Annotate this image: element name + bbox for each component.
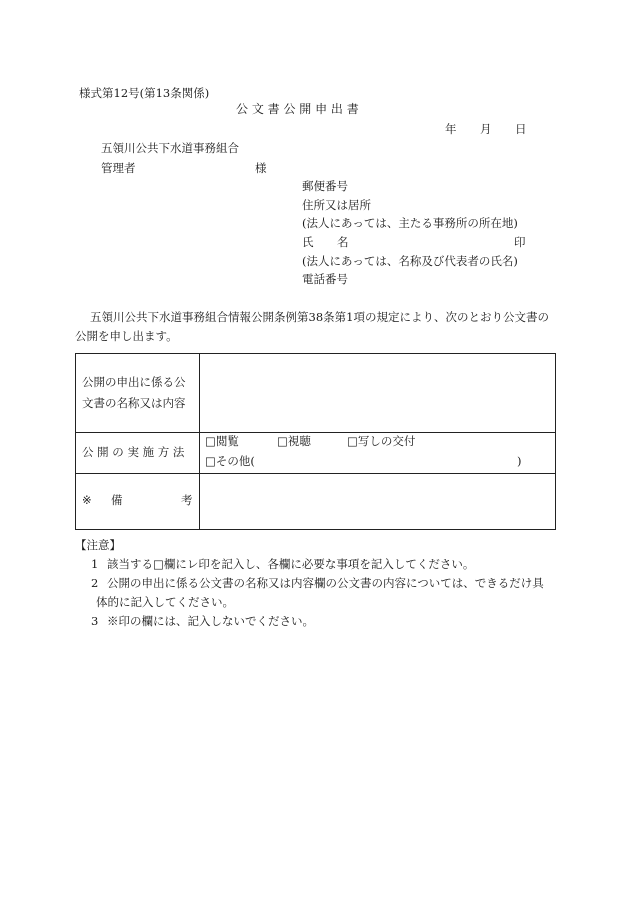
address-label[interactable]: 住所又は居所 (302, 198, 371, 212)
date-day[interactable]: 日 (515, 122, 527, 136)
name-label-right[interactable]: 名 (337, 235, 349, 249)
page-title: 公 文 書 公 開 申 出 書 (236, 102, 359, 116)
request-form-table (75, 353, 556, 530)
option-other-close-paren: ) (517, 454, 522, 468)
addressee-honorific: 様 (255, 161, 267, 175)
method-label-cell (76, 433, 200, 474)
note-3-number: 3 (91, 614, 99, 628)
subject-input-cell[interactable] (200, 354, 556, 433)
form-number: 様式第12号(第13条関係) (79, 86, 210, 100)
note-1-number: 1 (91, 557, 99, 571)
phone-label[interactable]: 電話番号 (302, 272, 348, 286)
subject-label-line1: 公開の申出に係る公 (82, 374, 186, 389)
note-2-text-line1: 公開の申出に係る公文書の名称又は内容欄の公文書の内容については、できるだけ具 (107, 576, 544, 590)
date-month[interactable]: 月 (480, 122, 492, 136)
remarks-label-b: 考 (181, 492, 193, 507)
name-label-left[interactable]: 氏 (302, 235, 314, 249)
method-label: 公 開 の 実 施 方 法 (82, 445, 185, 460)
seal-mark: 印 (514, 235, 526, 249)
name-note: (法人にあっては、名称及び代表者の氏名) (302, 254, 518, 268)
note-1-text: 該当する□欄にレ印を記入し、各欄に必要な事項を記入してください。 (107, 557, 475, 571)
note-2-number: 2 (91, 576, 99, 590)
postal-code-label[interactable]: 郵便番号 (302, 179, 348, 193)
addressee-org: 五領川公共下水道事務組合 (101, 141, 239, 155)
subject-label-line2: 文書の名称又は内容 (82, 396, 186, 410)
date-year[interactable]: 年 (445, 122, 457, 136)
note-3-text: ※印の欄には、記入しないでください。 (107, 614, 314, 628)
option-copy-checkbox[interactable]: □写しの交付 (347, 434, 416, 448)
addressee-role: 管理者 (101, 161, 136, 175)
remarks-label-cell (76, 474, 200, 530)
notes-heading: 【注意】 (75, 538, 121, 552)
remarks-input-cell (200, 474, 556, 530)
method-options-cell (200, 433, 556, 474)
body-text-line2: 公開を申し出ます。 (75, 329, 178, 343)
note-2-text-line2: 体的に記入してください。 (96, 595, 234, 609)
option-other-checkbox[interactable]: □その他( (205, 454, 255, 468)
subject-label-cell (76, 354, 200, 433)
remarks-mark: ※ (82, 492, 92, 507)
remarks-label-a: 備 (111, 492, 123, 507)
address-note: (法人にあっては、主たる事務所の所在地) (302, 216, 518, 230)
body-text-line1: 五領川公共下水道事務組合情報公開条例第38条第1項の規定により、次のとおり公文書の (90, 310, 549, 324)
option-audiovisual-checkbox[interactable]: □視聴 (277, 434, 311, 448)
option-viewing-checkbox[interactable]: □閲覧 (205, 434, 239, 448)
